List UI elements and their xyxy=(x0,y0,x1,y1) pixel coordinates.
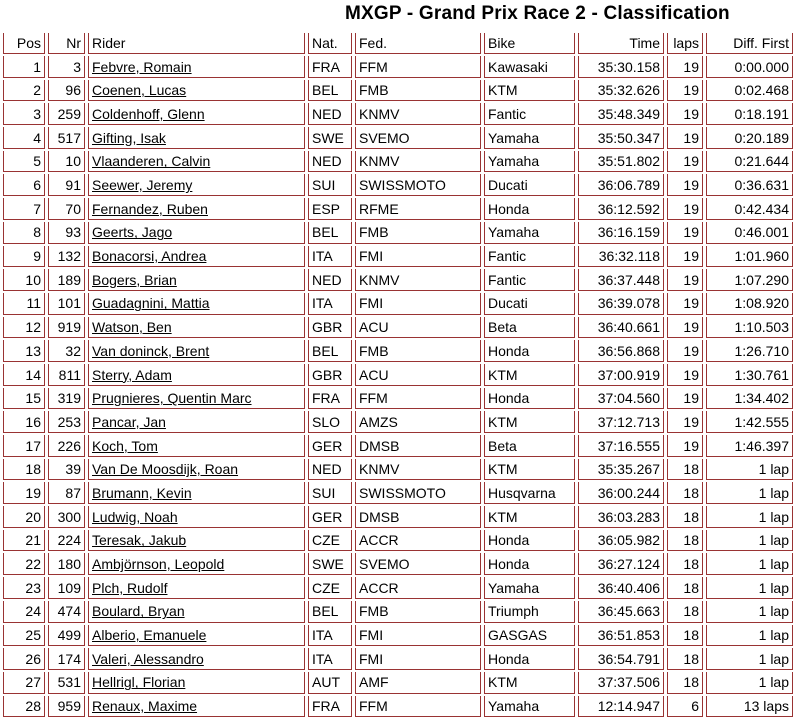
cell-pos: 12 xyxy=(3,317,45,339)
cell-rider: Coldenhoff, Glenn xyxy=(88,103,305,125)
cell-diff: 1:08.920 xyxy=(706,293,793,315)
cell-pos: 7 xyxy=(3,198,45,220)
cell-rider: Boulard, Bryan xyxy=(88,601,305,623)
cell-nr: 319 xyxy=(48,388,85,410)
cell-laps: 19 xyxy=(667,293,703,315)
table-row xyxy=(3,293,793,315)
cell-bike: KTM xyxy=(484,672,575,694)
cell-nat: NED xyxy=(308,151,352,173)
cell-laps: 19 xyxy=(667,364,703,386)
table-row xyxy=(3,80,793,102)
cell-pos: 5 xyxy=(3,151,45,173)
cell-laps: 18 xyxy=(667,553,703,575)
cell-time: 36:00.244 xyxy=(578,482,664,504)
cell-diff: 1:10.503 xyxy=(706,317,793,339)
table-row xyxy=(3,696,793,718)
cell-diff: 0:18.191 xyxy=(706,103,793,125)
cell-bike: Yamaha xyxy=(484,696,575,718)
cell-pos: 2 xyxy=(3,80,45,102)
cell-nr: 101 xyxy=(48,293,85,315)
cell-fed: KNMV xyxy=(355,151,481,173)
cell-rider: Seewer, Jeremy xyxy=(88,174,305,196)
cell-diff: 1 lap xyxy=(706,459,793,481)
cell-fed: ACCR xyxy=(355,530,481,552)
cell-nr: 499 xyxy=(48,625,85,647)
column-header-time: Time xyxy=(578,33,664,54)
cell-bike: Husqvarna xyxy=(484,482,575,504)
cell-time: 36:51.853 xyxy=(578,625,664,647)
cell-bike: Honda xyxy=(484,340,575,362)
cell-fed: DMSB xyxy=(355,435,481,457)
cell-nr: 259 xyxy=(48,103,85,125)
cell-fed: FFM xyxy=(355,696,481,718)
table-row xyxy=(3,672,793,694)
cell-rider: Pancar, Jan xyxy=(88,411,305,433)
cell-bike: Honda xyxy=(484,530,575,552)
cell-bike: Ducati xyxy=(484,174,575,196)
page-title: MXGP - Grand Prix Race 2 - Classification xyxy=(345,3,730,24)
cell-bike: Honda xyxy=(484,553,575,575)
cell-diff: 1:34.402 xyxy=(706,388,793,410)
cell-bike: Yamaha xyxy=(484,151,575,173)
cell-rider: Gifting, Isak xyxy=(88,127,305,149)
cell-time: 35:48.349 xyxy=(578,103,664,125)
table-row xyxy=(3,530,793,552)
cell-nat: AUT xyxy=(308,672,352,694)
cell-diff: 1 lap xyxy=(706,625,793,647)
cell-bike: Yamaha xyxy=(484,127,575,149)
cell-laps: 19 xyxy=(667,103,703,125)
column-header-rider: Rider xyxy=(88,33,305,54)
cell-laps: 19 xyxy=(667,340,703,362)
cell-bike: Triumph xyxy=(484,601,575,623)
cell-laps: 19 xyxy=(667,80,703,102)
table-row xyxy=(3,269,793,291)
table-row xyxy=(3,364,793,386)
cell-nat: BEL xyxy=(308,222,352,244)
column-header-pos: Pos xyxy=(3,33,45,54)
cell-nat: GER xyxy=(308,506,352,528)
cell-time: 36:40.661 xyxy=(578,317,664,339)
cell-diff: 1 lap xyxy=(706,506,793,528)
cell-fed: FMI xyxy=(355,648,481,670)
cell-fed: FMB xyxy=(355,340,481,362)
cell-fed: ACU xyxy=(355,364,481,386)
cell-pos: 24 xyxy=(3,601,45,623)
cell-fed: AMZS xyxy=(355,411,481,433)
cell-laps: 6 xyxy=(667,696,703,718)
cell-fed: FMB xyxy=(355,80,481,102)
cell-pos: 23 xyxy=(3,577,45,599)
cell-laps: 18 xyxy=(667,577,703,599)
cell-laps: 19 xyxy=(667,269,703,291)
cell-nr: 919 xyxy=(48,317,85,339)
cell-nat: FRA xyxy=(308,56,352,78)
cell-rider: Renaux, Maxime xyxy=(88,696,305,718)
table-row xyxy=(3,222,793,244)
cell-fed: DMSB xyxy=(355,506,481,528)
cell-time: 35:32.626 xyxy=(578,80,664,102)
cell-fed: FMI xyxy=(355,246,481,268)
cell-rider: Sterry, Adam xyxy=(88,364,305,386)
cell-fed: ACU xyxy=(355,317,481,339)
cell-nat: ESP xyxy=(308,198,352,220)
cell-nr: 811 xyxy=(48,364,85,386)
cell-nr: 91 xyxy=(48,174,85,196)
cell-pos: 17 xyxy=(3,435,45,457)
cell-laps: 19 xyxy=(667,388,703,410)
cell-nat: FRA xyxy=(308,696,352,718)
cell-fed: FMB xyxy=(355,601,481,623)
column-header-bike: Bike xyxy=(484,33,575,54)
cell-rider: Geerts, Jago xyxy=(88,222,305,244)
cell-time: 36:32.118 xyxy=(578,246,664,268)
cell-nat: NED xyxy=(308,459,352,481)
table-row xyxy=(3,103,793,125)
cell-nat: SUI xyxy=(308,482,352,504)
cell-nr: 132 xyxy=(48,246,85,268)
cell-rider: Koch, Tom xyxy=(88,435,305,457)
cell-bike: KTM xyxy=(484,364,575,386)
cell-laps: 19 xyxy=(667,56,703,78)
cell-diff: 0:46.001 xyxy=(706,222,793,244)
cell-pos: 15 xyxy=(3,388,45,410)
cell-rider: Bonacorsi, Andrea xyxy=(88,246,305,268)
table-row xyxy=(3,648,793,670)
cell-fed: FFM xyxy=(355,56,481,78)
cell-rider: Coenen, Lucas xyxy=(88,80,305,102)
cell-bike: Honda xyxy=(484,198,575,220)
cell-bike: KTM xyxy=(484,411,575,433)
table-row xyxy=(3,435,793,457)
cell-laps: 19 xyxy=(667,435,703,457)
cell-time: 35:51.802 xyxy=(578,151,664,173)
cell-laps: 18 xyxy=(667,506,703,528)
cell-laps: 19 xyxy=(667,151,703,173)
cell-nat: ITA xyxy=(308,648,352,670)
table-body xyxy=(3,56,793,717)
cell-pos: 8 xyxy=(3,222,45,244)
cell-pos: 11 xyxy=(3,293,45,315)
table-row xyxy=(3,246,793,268)
table-row xyxy=(3,625,793,647)
cell-rider: Fernandez, Ruben xyxy=(88,198,305,220)
cell-laps: 18 xyxy=(667,648,703,670)
cell-time: 35:35.267 xyxy=(578,459,664,481)
cell-fed: SVEMO xyxy=(355,553,481,575)
cell-rider: Guadagnini, Mattia xyxy=(88,293,305,315)
cell-time: 36:12.592 xyxy=(578,198,664,220)
cell-fed: KNMV xyxy=(355,459,481,481)
cell-nat: BEL xyxy=(308,601,352,623)
cell-rider: Watson, Ben xyxy=(88,317,305,339)
cell-rider: Van doninck, Brent xyxy=(88,340,305,362)
cell-nat: NED xyxy=(308,103,352,125)
cell-nat: SUI xyxy=(308,174,352,196)
cell-pos: 14 xyxy=(3,364,45,386)
cell-time: 36:16.159 xyxy=(578,222,664,244)
cell-nr: 189 xyxy=(48,269,85,291)
cell-pos: 22 xyxy=(3,553,45,575)
table-row xyxy=(3,317,793,339)
cell-nr: 253 xyxy=(48,411,85,433)
cell-bike: Fantic xyxy=(484,246,575,268)
cell-nr: 474 xyxy=(48,601,85,623)
cell-time: 35:30.158 xyxy=(578,56,664,78)
cell-nat: BEL xyxy=(308,80,352,102)
cell-time: 36:03.283 xyxy=(578,506,664,528)
cell-time: 37:12.713 xyxy=(578,411,664,433)
cell-rider: Prugnieres, Quentin Marc xyxy=(88,388,305,410)
cell-pos: 25 xyxy=(3,625,45,647)
cell-laps: 18 xyxy=(667,459,703,481)
cell-bike: Ducati xyxy=(484,293,575,315)
cell-nat: ITA xyxy=(308,293,352,315)
cell-diff: 0:36.631 xyxy=(706,174,793,196)
cell-nat: GBR xyxy=(308,364,352,386)
cell-rider: Alberio, Emanuele xyxy=(88,625,305,647)
cell-bike: Honda xyxy=(484,648,575,670)
column-header-nr: Nr xyxy=(48,33,85,54)
cell-pos: 1 xyxy=(3,56,45,78)
cell-nr: 180 xyxy=(48,553,85,575)
cell-rider: Ambjörnson, Leopold xyxy=(88,553,305,575)
cell-fed: FMI xyxy=(355,293,481,315)
cell-diff: 1:26.710 xyxy=(706,340,793,362)
cell-bike: Kawasaki xyxy=(484,56,575,78)
cell-pos: 10 xyxy=(3,269,45,291)
cell-laps: 19 xyxy=(667,127,703,149)
cell-bike: Beta xyxy=(484,435,575,457)
cell-diff: 0:00.000 xyxy=(706,56,793,78)
cell-diff: 0:02.468 xyxy=(706,80,793,102)
cell-rider: Valeri, Alessandro xyxy=(88,648,305,670)
cell-fed: KNMV xyxy=(355,103,481,125)
cell-rider: Vlaanderen, Calvin xyxy=(88,151,305,173)
cell-diff: 1 lap xyxy=(706,601,793,623)
cell-fed: FMB xyxy=(355,222,481,244)
cell-diff: 1 lap xyxy=(706,648,793,670)
cell-pos: 28 xyxy=(3,696,45,718)
cell-nat: SLO xyxy=(308,411,352,433)
table-row xyxy=(3,482,793,504)
cell-pos: 3 xyxy=(3,103,45,125)
table-row xyxy=(3,388,793,410)
cell-laps: 18 xyxy=(667,530,703,552)
cell-time: 37:00.919 xyxy=(578,364,664,386)
cell-fed: SWISSMOTO xyxy=(355,482,481,504)
cell-bike: Honda xyxy=(484,388,575,410)
cell-rider: Febvre, Romain xyxy=(88,56,305,78)
cell-bike: Yamaha xyxy=(484,577,575,599)
table-row xyxy=(3,506,793,528)
cell-nr: 517 xyxy=(48,127,85,149)
cell-diff: 1 lap xyxy=(706,577,793,599)
cell-rider: Hellrigl, Florian xyxy=(88,672,305,694)
cell-pos: 6 xyxy=(3,174,45,196)
cell-diff: 1 lap xyxy=(706,482,793,504)
cell-time: 36:56.868 xyxy=(578,340,664,362)
cell-nat: ITA xyxy=(308,246,352,268)
cell-nr: 32 xyxy=(48,340,85,362)
cell-diff: 1:01.960 xyxy=(706,246,793,268)
cell-diff: 1 lap xyxy=(706,553,793,575)
cell-nat: GER xyxy=(308,435,352,457)
cell-bike: GASGAS xyxy=(484,625,575,647)
cell-fed: KNMV xyxy=(355,269,481,291)
cell-pos: 18 xyxy=(3,459,45,481)
cell-fed: SVEMO xyxy=(355,127,481,149)
cell-pos: 21 xyxy=(3,530,45,552)
cell-rider: Plch, Rudolf xyxy=(88,577,305,599)
cell-pos: 26 xyxy=(3,648,45,670)
cell-laps: 19 xyxy=(667,246,703,268)
cell-rider: Brumann, Kevin xyxy=(88,482,305,504)
cell-bike: Fantic xyxy=(484,103,575,125)
cell-diff: 1:07.290 xyxy=(706,269,793,291)
header-row xyxy=(3,33,793,54)
cell-bike: Beta xyxy=(484,317,575,339)
cell-time: 35:50.347 xyxy=(578,127,664,149)
cell-nat: CZE xyxy=(308,530,352,552)
cell-bike: KTM xyxy=(484,506,575,528)
cell-nat: ITA xyxy=(308,625,352,647)
cell-fed: RFME xyxy=(355,198,481,220)
cell-laps: 18 xyxy=(667,482,703,504)
classification-table xyxy=(0,31,796,719)
cell-diff: 1 lap xyxy=(706,672,793,694)
table-row xyxy=(3,127,793,149)
cell-nr: 109 xyxy=(48,577,85,599)
cell-laps: 19 xyxy=(667,174,703,196)
cell-diff: 0:42.434 xyxy=(706,198,793,220)
cell-nr: 70 xyxy=(48,198,85,220)
cell-nr: 531 xyxy=(48,672,85,694)
cell-fed: FMI xyxy=(355,625,481,647)
cell-time: 37:04.560 xyxy=(578,388,664,410)
cell-rider: Ludwig, Noah xyxy=(88,506,305,528)
cell-time: 12:14.947 xyxy=(578,696,664,718)
cell-time: 36:05.982 xyxy=(578,530,664,552)
cell-nr: 10 xyxy=(48,151,85,173)
cell-time: 36:27.124 xyxy=(578,553,664,575)
cell-laps: 18 xyxy=(667,672,703,694)
cell-time: 37:37.506 xyxy=(578,672,664,694)
cell-rider: Van De Moosdijk, Roan xyxy=(88,459,305,481)
cell-nr: 39 xyxy=(48,459,85,481)
cell-nr: 224 xyxy=(48,530,85,552)
cell-pos: 9 xyxy=(3,246,45,268)
table-row xyxy=(3,174,793,196)
cell-time: 36:40.406 xyxy=(578,577,664,599)
cell-nr: 959 xyxy=(48,696,85,718)
cell-diff: 0:20.189 xyxy=(706,127,793,149)
cell-nat: NED xyxy=(308,269,352,291)
cell-fed: ACCR xyxy=(355,577,481,599)
cell-nat: BEL xyxy=(308,340,352,362)
table-row xyxy=(3,198,793,220)
cell-rider: Bogers, Brian xyxy=(88,269,305,291)
cell-diff: 0:21.644 xyxy=(706,151,793,173)
cell-pos: 4 xyxy=(3,127,45,149)
column-header-nat: Nat. xyxy=(308,33,352,54)
cell-time: 36:39.078 xyxy=(578,293,664,315)
table-row xyxy=(3,553,793,575)
cell-nr: 300 xyxy=(48,506,85,528)
table-row xyxy=(3,411,793,433)
cell-laps: 19 xyxy=(667,317,703,339)
cell-nr: 174 xyxy=(48,648,85,670)
cell-time: 36:54.791 xyxy=(578,648,664,670)
cell-nr: 3 xyxy=(48,56,85,78)
cell-nat: CZE xyxy=(308,577,352,599)
cell-diff: 1:46.397 xyxy=(706,435,793,457)
cell-laps: 19 xyxy=(667,198,703,220)
cell-diff: 13 laps xyxy=(706,696,793,718)
column-header-diff-first: Diff. First xyxy=(706,33,793,54)
cell-bike: KTM xyxy=(484,80,575,102)
table-row xyxy=(3,601,793,623)
column-header-laps: laps xyxy=(667,33,703,54)
cell-time: 36:06.789 xyxy=(578,174,664,196)
cell-fed: FFM xyxy=(355,388,481,410)
cell-nr: 93 xyxy=(48,222,85,244)
cell-laps: 19 xyxy=(667,222,703,244)
cell-nr: 96 xyxy=(48,80,85,102)
cell-bike: Yamaha xyxy=(484,222,575,244)
cell-bike: Fantic xyxy=(484,269,575,291)
table-row xyxy=(3,577,793,599)
cell-pos: 13 xyxy=(3,340,45,362)
cell-rider: Teresak, Jakub xyxy=(88,530,305,552)
cell-pos: 19 xyxy=(3,482,45,504)
table-row xyxy=(3,151,793,173)
cell-diff: 1:30.761 xyxy=(706,364,793,386)
cell-nr: 226 xyxy=(48,435,85,457)
cell-bike: KTM xyxy=(484,459,575,481)
cell-pos: 27 xyxy=(3,672,45,694)
cell-nr: 87 xyxy=(48,482,85,504)
table-row xyxy=(3,340,793,362)
cell-fed: AMF xyxy=(355,672,481,694)
cell-nat: SWE xyxy=(308,553,352,575)
cell-laps: 18 xyxy=(667,601,703,623)
cell-time: 36:45.663 xyxy=(578,601,664,623)
cell-pos: 20 xyxy=(3,506,45,528)
table-row xyxy=(3,459,793,481)
cell-laps: 18 xyxy=(667,625,703,647)
cell-diff: 1 lap xyxy=(706,530,793,552)
cell-laps: 19 xyxy=(667,411,703,433)
cell-diff: 1:42.555 xyxy=(706,411,793,433)
cell-nat: GBR xyxy=(308,317,352,339)
cell-nat: FRA xyxy=(308,388,352,410)
cell-pos: 16 xyxy=(3,411,45,433)
column-header-fed: Fed. xyxy=(355,33,481,54)
cell-time: 36:37.448 xyxy=(578,269,664,291)
cell-nat: SWE xyxy=(308,127,352,149)
table-row xyxy=(3,56,793,78)
cell-fed: SWISSMOTO xyxy=(355,174,481,196)
cell-time: 37:16.555 xyxy=(578,435,664,457)
